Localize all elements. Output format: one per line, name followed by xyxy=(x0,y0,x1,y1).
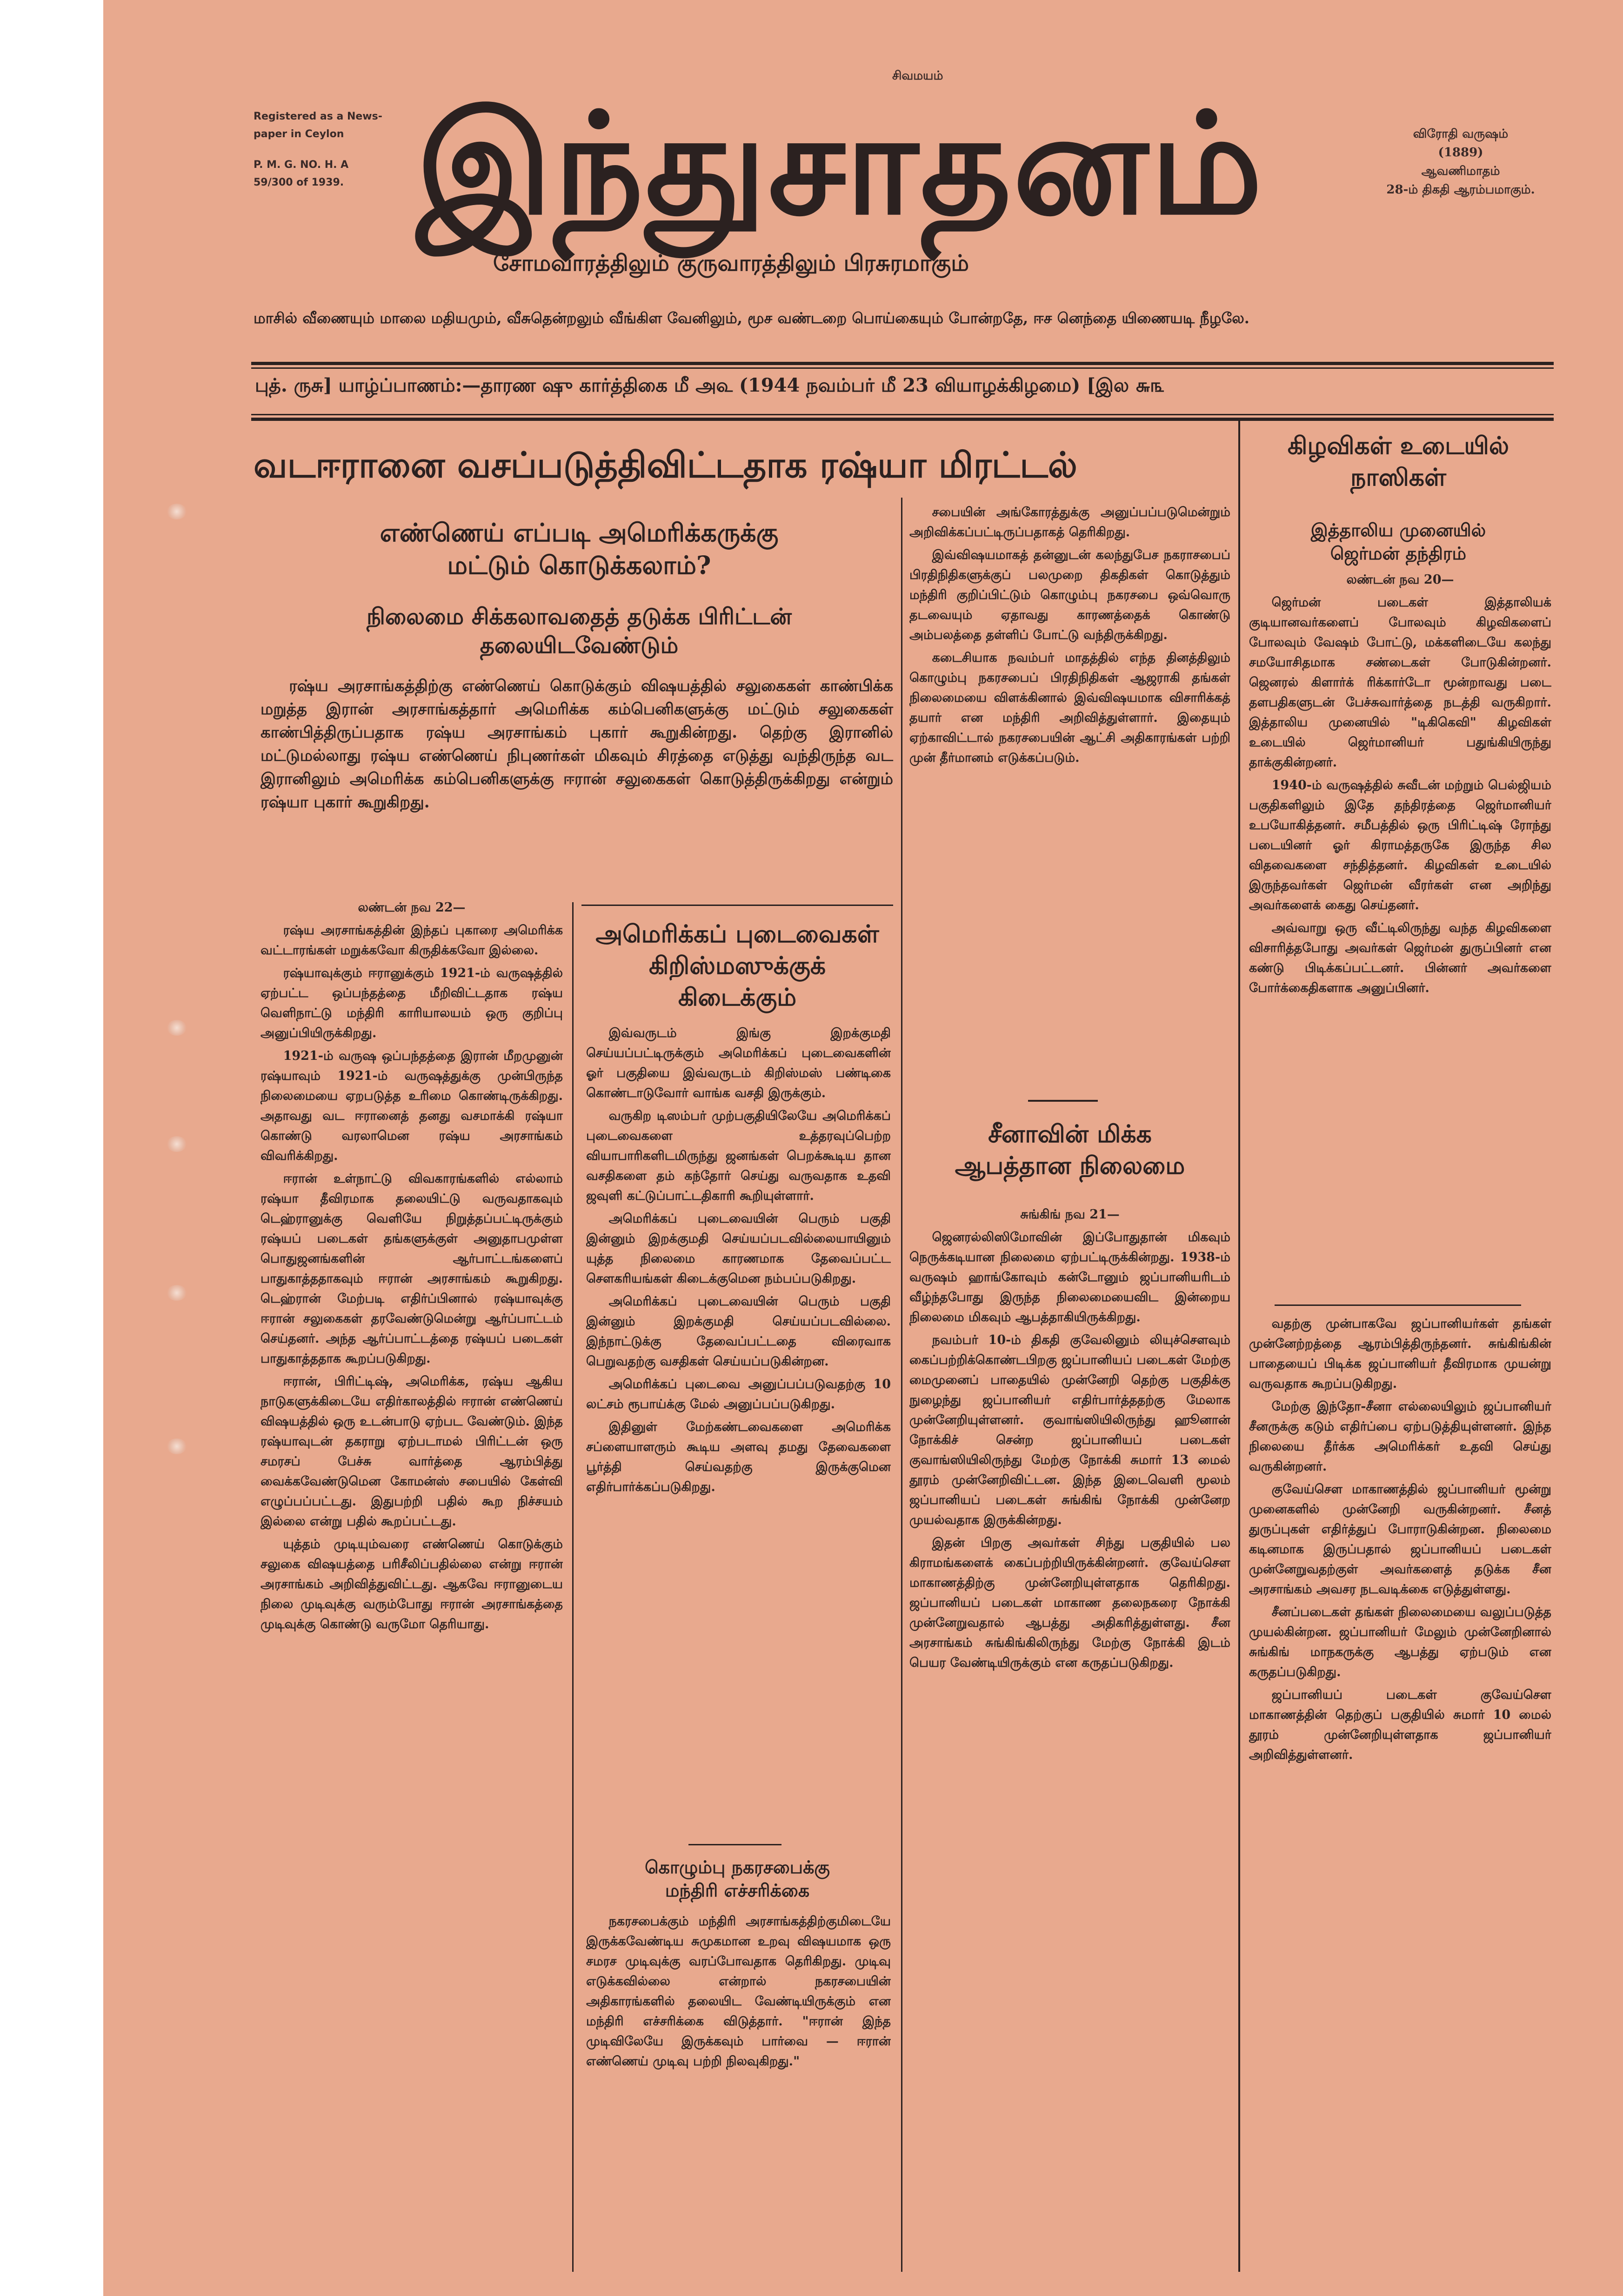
registration-line: paper in Ceylon xyxy=(254,128,344,140)
era-line: ஆவணிமாதம் xyxy=(1421,164,1500,178)
lead-subhead-line: எண்ணெய் எப்படி அமெரிக்கருக்கு xyxy=(380,518,779,547)
binding-hole xyxy=(167,1136,187,1152)
article-paragraph: ஜெர்மன் படைகள் இத்தாலியக் குடியானவர்களைப் போலவும் கிழவிகளைப் போலவும் வேஷம் போட்டு, மக்களிடையே கலந்து சமயோசிதமாக சண்டைகள் போடுகின்றனர். ஜெனரல் கிளார்க் ரிக்கார்டோ மூன்றாவது படை தளபதிகளுடன் பேச்சுவார்த்தை நடத்தி வருகிறார். இத்தாலிய முனையில் "டிகிகெவி" கிழவிகள் உடையில் ஜெர்மானியர் பதுங்கியிருந்து தாக்குகின்றனர். xyxy=(1249,595,1551,770)
article-paragraph: யுத்தம் முடியும்வரை எண்ணெய் கொடுக்கும் சலுகை விஷயத்தை பரிசீலிப்பதில்லை என்று ஈரான் அரசாங்கம் அறிவித்துவிட்டது. ஆகவே ஈரானுடைய நிலை முடிவுக்கு வரும்போது ஈரான் அரசாங்கத்தை முடிவுக்கு கொண்டு வருமோ தெரியாது. xyxy=(260,1537,563,1631)
colombo-notice-heading xyxy=(581,1856,893,1902)
lead-intro xyxy=(260,674,893,817)
header-rule xyxy=(251,367,1554,369)
continuation-article xyxy=(909,502,1230,1074)
registration-line: P. M. G. NO. H. A xyxy=(254,159,349,171)
article-dateline: சுங்கிங் நவ 21— xyxy=(1020,1207,1120,1222)
section-rule xyxy=(688,1844,781,1845)
article-paragraph: ஜப்பானியப் படைகள் குவேய்சௌ மாகாணத்தின் தெற்குப் பகுதியில் சுமார் 10 மைல் தூரம் முன்னேறியுள்ளதாக ஜப்பானியர் அறிவித்துள்ளனர். xyxy=(1249,1688,1551,1762)
article-paragraph: வருகிற டிஸம்பர் முற்பகுதியிலேயே அமெரிக்கப் புடைவைகளை உத்தரவுப்பெற்ற வியாபாரிகளிடமிருந்து ஜனங்கள் பெறக்கூடிய தான வசதிகளை தம் கந்தோர் செய்து வருவதாக உதவி ஜவுளி கட்டுப்பாட்டதிகாரி கூறியுள்ளார். xyxy=(586,1109,891,1203)
china-article xyxy=(909,1205,1230,2265)
lead-subhead-line: மட்டும் கொடுக்கலாம்? xyxy=(447,550,711,580)
colombo-notice-heading-line: கொழும்பு நகரசபைக்கு xyxy=(645,1857,830,1877)
binding-hole xyxy=(167,1020,187,1036)
article-paragraph: ரஷ்ய அரசாங்கத்தின் இந்தப் புகாரை அமெரிக்க வட்டாரங்கள் மறுக்கவோ கிருதிக்கவோ இல்லை. xyxy=(260,923,563,958)
american-silk-heading-line: அமெரிக்கப் புடைவைகள் xyxy=(595,920,879,948)
era-line: 28-ம் திகதி ஆரம்பமாகும். xyxy=(1386,183,1535,197)
section-rule xyxy=(1275,1304,1521,1306)
right-column-heading-line: கிழவிகள் உடையில் xyxy=(1287,432,1509,460)
era-block xyxy=(1372,125,1549,199)
american-silk-heading xyxy=(581,918,893,1013)
lead-subhead-2-line: நிலைமை சிக்கலாவதைத் தடுக்க பிரிட்டன் xyxy=(367,604,792,630)
lead-intro-paragraph: ரஷ்ய அரசாங்கத்திற்கு எண்ணெய் கொடுக்கும் விஷயத்தில் சலுகைகள் காண்பிக்க மறுத்த இரான் அரசாங்கத்தார் அமெரிக்க கம்பெனிகளுக்கு மட்டும் சலுகைகள் காண்பித்திருப்பதாக ரஷ்ய அரசாங்கம் புகார் கூறுகின்றது. தெற்கு இரானில் மட்டுமல்லாது ரஷ்ய எண்ணெய் நிபுணர்கள் மிகவும் சிரத்தை எடுத்து வந்திருந்த வட இரானிலும் அமெரிக்க கம்பெனிகளுக்கு ஈரான் சலுகைகள் கொடுத்திருக்கிறது என்றும் ரஷ்யா புகார் கூறுகிறது. xyxy=(260,677,893,812)
binding-hole xyxy=(167,1285,187,1301)
article-paragraph: சீனப்படைகள் தங்கள் நிலைமையை வலுப்படுத்த முயல்கின்றன. ஜப்பானியர் மேலும் முன்னேறினால் சுங்கிங் மாநகருக்கு ஆபத்து ஏற்படும் என கருதப்படுகிறது. xyxy=(1249,1605,1551,1679)
article-paragraph: இதன் பிறகு அவர்கள் சிந்து பகுதியில் பல கிராமங்களைக் கைப்பற்றியிருக்கின்றனர். குவேய்சௌ மாகாணத்திற்கு முன்னேறியுள்ளதாக தெரிகிறது. ஜப்பானியப் படைகள் மாகாண தலைநகரை நோக்கி முன்னேறுவதால் ஆபத்து அதிகரித்துள்ளது. சீன அரசாங்கம் சுங்கிங்கிலிருந்து மேற்கு நோக்கி இடம் பெயர வேண்டியிருக்கும் என கருதப்படுகிறது. xyxy=(909,1536,1230,1670)
header-rule xyxy=(251,362,1554,365)
box-rule xyxy=(581,905,893,906)
dateline-rule xyxy=(251,418,1554,421)
article-paragraph: ஜெனரல்லிஸிமோவின் இப்போதுதான் மிகவும் நெருக்கடியான நிலைமை ஏற்பட்டிருக்கின்றது. 1938-ம் வருஷம் ஹாங்கோவும் கன்டோனும் ஜப்பானியரிடம் வீழ்ந்தபோது இருந்த நிலைமையைவிட இன்றைய நிலைமை மிகவும் ஆபத்தாகியிருக்கிறது. xyxy=(909,1230,1230,1324)
binding-hole xyxy=(167,504,187,519)
article-paragraph: மேற்கு இந்தோ-சீனா எல்லையிலும் ஜப்பானியர் சீனருக்கு கடும் எதிர்ப்பை ஏற்படுத்தியுள்ளனர். இந்த நிலையை தீர்க்க அமெரிக்கர் உதவி செய்து வருகின்றனர். xyxy=(1249,1399,1551,1474)
section-rule xyxy=(1028,1100,1098,1102)
dateline-rule xyxy=(251,414,1554,415)
article-dateline: லண்டன் நவ 22— xyxy=(358,900,466,915)
right-column-article xyxy=(1249,570,1551,1295)
article-paragraph: அமெரிக்கப் புடைவையின் பெரும் பகுதி இன்னும் இறக்குமதி செய்யப்படவில்லை. இந்நாட்டுக்கு தேவைப்பட்டதை விரைவாக பெறுவதற்கு வசதிகள் செய்யப்படுகின்றன. xyxy=(586,1294,891,1369)
motto-line: மாசில் வீணையும் மாலை மதியமும், வீசுதென்றலும் வீங்கிள வேனிலும், மூச வண்டறை பொய்கையும் போன்றதே, ஈச னெந்தை யிணையடி நீழலே. xyxy=(254,309,1249,327)
article-paragraph: நகரசபைக்கும் மந்திரி அரசாங்கத்திற்குமிடையே இருக்கவேண்டிய சுமுகமான உறவு விஷயமாக ஒரு சமரச முடிவுக்கு வரப்போவதாக தெரிகிறது. முடிவு எடுக்கவில்லை என்றால் நகரசபையின் அதிகாரங்களில் தலையிட வேண்டியிருக்கும் என மந்திரி எச்சரிக்கை விடுத்தார். "ஈரான் இந்த முடிவிலேயே இருக்கவும் பார்வை — ஈரான் எண்ணெய் முடிவு பற்றி நிலவுகிறது." xyxy=(586,1914,891,2069)
article-dateline: லண்டன் நவ 20— xyxy=(1346,572,1454,587)
article-paragraph: நவம்பர் 10-ம் திகதி குவேலினும் லியுச்சௌவும் கைப்பற்றிக்கொண்டபிறகு ஜப்பானியப் படைகள் மேற்கு மைமுனைப் பாதையில் முன்னேறி தெற்கு பகுதிக்கு நுழைந்து ஜப்பானியர் எதிர்பார்த்ததற்கு மேலாக முன்னேறியுள்ளனர். குவாங்ஸியிலிருந்து ஹூனான் நோக்கிச் சென்ற ஜப்பானியப் படைகள் குவாங்ஸியிலிருந்து மேற்கு நோக்கி சுமார் 13 மைல் தூரம் முன்னேறிவிட்டன. இந்த இடைவெளி மூலம் ஜப்பானியப் படைகள் சுங்கிங் நோக்கி முன்னேற முயல்வதாக இருக்கின்றது. xyxy=(909,1333,1230,1527)
masthead-title: இந்துசாதனம் xyxy=(416,81,1265,246)
publication-subtitle: சோமவாரத்திலும் குருவாரத்திலும் பிரசுரமாகும் xyxy=(493,250,969,276)
right-column-subhead-line: இத்தாலிய முனையில் xyxy=(1310,519,1486,540)
article-paragraph: கடைசியாக நவம்பர் மாதத்தில் எந்த தினத்திலும் கொழும்பு நகரசபைப் பிரதிநிதிகள் ஆஜராகி தங்கள் நிலைமையை விளக்கினால் இவ்விஷயமாக விசாரிக்கத் தயார் என மந்திரி அறிவித்துள்ளார். இதையும் ஏற்காவிட்டால் நகரசபையின் ஆட்சி அதிகாரங்கள் பற்றி முன் தீர்மானம் எடுக்கப்படும். xyxy=(909,651,1230,765)
article-paragraph: ஈரான் உள்நாட்டு விவகாரங்களில் எல்லாம் ரஷ்யா தீவிரமாக தலையிட்டு வருவதாகவும் டெஹ்ரானுக்கு வெளியே நிறுத்தப்பட்டிருக்கும் ரஷ்யப் படைகள் தங்களுக்குள் அனுதாபமுள்ள பொதுஜனங்களின் ஆர்பாட்டங்களைப் பாதுகாத்ததாகவும் ஈரான் அரசாங்கம் கூறுகிறது. டெஹ்ரான் மேற்படி எதிர்ப்பினால் ரஷ்யாவுக்கு ஈரான் சலுகைகள் தரவேண்டுமென்று ஆர்ப்பாட்டம் செய்தனர். அந்த ஆர்ப்பாட்டத்தை ரஷ்யப் படைகள் பாதுகாத்ததாக கூறப்படுகிறது. xyxy=(260,1171,563,1366)
article-paragraph: இதினுள் மேற்கண்டவைகளை அமெரிக்க சப்ளையாளரும் கூடிய அளவு தமது தேவைகளை பூர்த்தி செய்வதற்கு இருக்குமென எதிர்பார்க்கப்படுகிறது. xyxy=(586,1420,891,1494)
right-column-continuation xyxy=(1249,1314,1551,2263)
lead-subhead-2 xyxy=(260,602,898,660)
article-paragraph: குவேய்சௌ மாகாணத்தில் ஜப்பானியர் மூன்று முனைகளில் முன்னேறி வருகின்றனர். சீனத் துருப்புகள் எதிர்த்துப் போராடுகின்றன. நிலைமை கடினமாக இருப்பதால் ஜப்பானியப் படைகள் முன்னேறுவதற்குள் அவர்களைத் தடுக்க சீன அரசாங்கம் அவசர நடவடிக்கை எடுத்துள்ளது. xyxy=(1249,1482,1551,1597)
article-paragraph: சபையின் அங்கோரத்துக்கு அனுப்பப்படுமென்றும் அறிவிக்கப்பட்டிருப்பதாகத் தெரிகிறது. xyxy=(909,505,1230,539)
sivamayam-label: சிவமயம் xyxy=(892,69,943,83)
binding-hole xyxy=(167,1438,187,1454)
article-paragraph: வதற்கு முன்பாகவே ஜப்பானியர்கள் தங்கள் முன்னேற்றத்தை ஆரம்பித்திருந்தனர். சுங்கிங்கின் பாதையைப் பிடிக்க ஜப்பானியர் தீவிரமாக முயன்று வருவதாக கூறப்படுகிறது. xyxy=(1249,1317,1551,1391)
column-divider xyxy=(1238,421,1240,2272)
article-paragraph: இவ்விஷயமாகத் தன்னுடன் கலந்துபேச நகராசபைப் பிரதிநிதிகளுக்குப் பலமுறை திகதிகள் கொடுத்தும் மந்திரி குறிப்பிட்டும் கொழும்பு நகரசபை ஒவ்வொரு தடவையும் ஏதாவது காரணத்தைக் கொண்டு அம்பலத்தை தள்ளிப் போட்டு வந்திருக்கிறது. xyxy=(909,548,1230,642)
lead-subhead-2-line: தலையிடவேண்டும் xyxy=(480,632,679,659)
china-article-heading xyxy=(905,1118,1235,1182)
colombo-notice-article xyxy=(586,1911,891,2265)
column-divider xyxy=(901,498,902,2272)
main-headline: வடஈரானை வசப்படுத்திவிட்டதாக ரஷ்யா மிரட்டல் xyxy=(254,444,1077,486)
dateline: புத். ருசு] யாழ்ப்பாணம்:—தாரண ஷு கார்த்திகை மீ அ௳ (1944 நவம்பர் மீ 23 வியாழக்கிழமை) [இல ௬௩ xyxy=(255,374,1165,396)
right-column-heading-line: நாஸிகள் xyxy=(1350,463,1446,492)
article-paragraph: இவ்வருடம் இங்கு இறக்குமதி செய்யப்பட்டிருக்கும் அமெரிக்கப் புடைவைகளின் ஓர் பகுதியை இவ்வருடம் கிறிஸ்மஸ் பண்டிகை கொண்டாடுவோர் வாங்க வசதி இருக்கும். xyxy=(586,1026,891,1100)
article-paragraph: அமெரிக்கப் புடைவையின் பெரும் பகுதி இன்னும் இறக்குமதி செய்யப்படவில்லையாயினும் யுத்த நிலைமை காரணமாக தேவைப்பட்ட சௌகரியங்கள் கிடைக்குமென நம்பப்படுகிறது. xyxy=(586,1211,891,1286)
era-line: (1889) xyxy=(1438,146,1483,160)
lead-article-column xyxy=(260,898,563,2260)
article-paragraph: 1940-ம் வருஷத்தில் சுவீடன் மற்றும் பெல்ஜியம் பகுதிகளிலும் இதே தந்திரத்தை ஜெர்மானியர் உபயோகித்தனர். சமீபத்தில் ஒரு பிரிட்டிஷ் ரோந்து படையினர் ஓர் கிராமத்தருகே இருந்த சில விதவைகளை சந்தித்தனர். கிழவிகள் உடையில் இருந்தவர்கள் ஜெர்மன் வீரர்கள் என அறிந்து அவர்களைக் கைது செய்தனர். xyxy=(1249,778,1551,912)
article-paragraph: அவ்வாறு ஒரு வீட்டிலிருந்து வந்த கிழவிகளை விசாரித்தபோது அவர்கள் ஜெர்மன் துருப்பினர் என கண்டு பிடிக்கப்பட்டனர். பின்னர் அவர்களை போர்க்கைதிகளாக அனுப்பினர். xyxy=(1249,921,1551,995)
lead-subhead xyxy=(260,516,898,581)
article-paragraph: 1921-ம் வருஷ ஒப்பந்தத்தை இரான் மீறமுனுன் ரஷ்யாவும் 1921-ம் வருஷத்துக்கு முன்பிருந்த நிலைமையை ஏறபடுத்த உரிமை கொண்டிருக்கிறது. அதாவது வட ஈரானைத் தனது வசமாக்கி ரஷ்யா கொண்டு வரலாமென ரஷ்ய அரசாங்கம் விவரிக்கிறது. xyxy=(260,1049,563,1163)
american-silk-heading-line: கிடைக்கும் xyxy=(678,983,797,1012)
american-silk-article xyxy=(586,1023,891,1851)
china-article-heading-line: ஆபத்தான நிலைமை xyxy=(955,1151,1185,1180)
registration-block xyxy=(254,108,393,192)
right-column-subhead xyxy=(1243,519,1554,565)
column-divider xyxy=(572,902,574,2272)
era-line: விரோதி வருஷம் xyxy=(1413,127,1509,141)
article-paragraph: அமெரிக்கப் புடைவை அனுப்பப்படுவதற்கு 10 லட்சம் ரூபாய்க்கு மேல் அனுப்பப்படுகிறது. xyxy=(586,1377,891,1411)
china-article-heading-line: சீனாவின் மிக்க xyxy=(988,1120,1152,1148)
american-silk-heading-line: கிறிஸ்மஸுக்குக் xyxy=(648,952,826,980)
colombo-notice-heading-line: மந்திரி எச்சரிக்கை xyxy=(665,1880,810,1901)
right-column-subhead-line: ஜெர்மன் தந்திரம் xyxy=(1330,543,1467,564)
registration-line: 59/300 of 1939. xyxy=(254,177,344,188)
right-column-heading xyxy=(1243,430,1554,493)
article-paragraph: ரஷ்யாவுக்கும் ஈரானுக்கும் 1921-ம் வருஷத்தில் ஏற்பட்ட ஒப்பந்தத்தை மீறிவிட்டதாக ரஷ்ய வெளிநாட்டு மந்திரி காரியாலயம் ஒரு குறிப்பு அனுப்பியிருக்கிறது. xyxy=(260,966,563,1040)
article-paragraph: ஈரான், பிரிட்டிஷ், அமெரிக்க, ரஷ்ய ஆகிய நாடுகளுக்கிடையே எதிர்காலத்தில் ஈரான் எண்ணெய் விஷயத்தில் ஒரு உடன்பாடு ஏற்பட வேண்டும். இந்த ரஷ்யாவுடன் தகராறு ஏற்படாமல் பிரிட்டன் ஒரு சமரசப் பேச்சு வார்த்தை ஆரம்பித்து வைக்கவேண்டுமென கோமன்ஸ் சபையில் கேள்வி எழுப்பப்பட்டது. இதுபற்றி பதில் கூற நிச்சயம் இல்லை என்று பதில் கூறப்பட்டது. xyxy=(260,1374,563,1529)
registration-line: Registered as a News- xyxy=(254,111,382,122)
